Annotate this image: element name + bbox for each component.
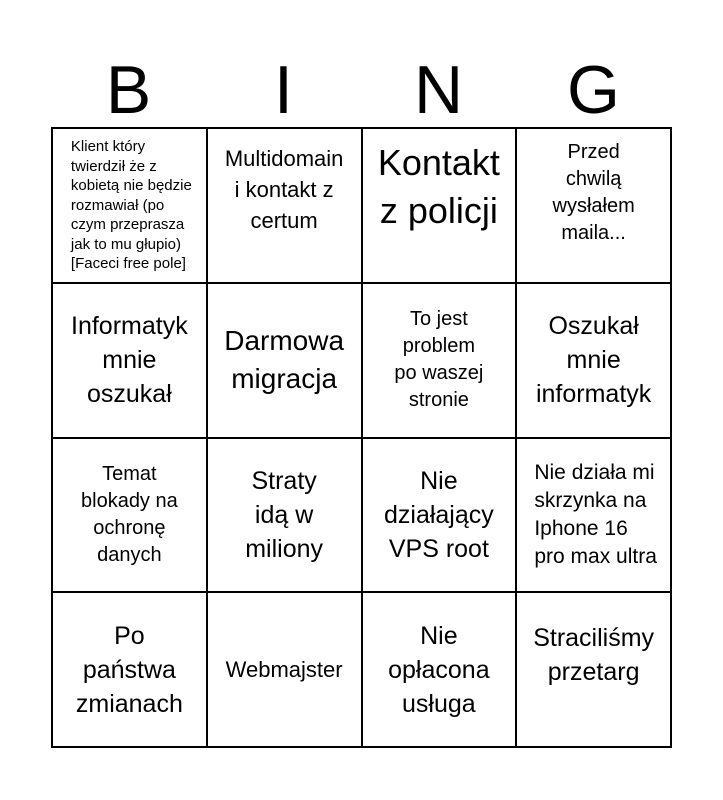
bingo-grid (51, 127, 672, 748)
bingo-cell[interactable] (53, 284, 208, 439)
bingo-cell[interactable] (363, 439, 518, 594)
bingo-cell-text: Nie działający VPS root (383, 466, 494, 563)
bingo-cell[interactable] (517, 439, 672, 594)
bingo-cell-text: Temat blokady na ochronę danych (81, 462, 178, 566)
bingo-cell[interactable] (517, 284, 672, 439)
bingo-cell[interactable] (517, 129, 672, 284)
header-letter-g: G (567, 52, 620, 128)
bingo-cell[interactable] (208, 284, 363, 439)
bingo-cell-text: Po państwa zmianach (75, 621, 183, 718)
bingo-cell-text: To jest problem po waszej stronie (394, 308, 484, 412)
bingo-cell-text: Klient który twierdził że z kobietą nie będzie rozmawiał (po czym przeprasza jak to mu głupio) [Faceci free pole] (70, 138, 192, 272)
header-letter-i: I (274, 52, 293, 128)
bingo-cell-text: Informatyk mnie oszukał (71, 312, 188, 409)
bingo-cell[interactable] (53, 129, 208, 284)
bingo-header (51, 52, 671, 128)
bingo-cell-text: Multidomain i kontakt z certum (224, 146, 344, 233)
bingo-cell-text: Oszukał mnie informatyk (535, 312, 652, 409)
bingo-cell-text: Przed chwilą wysłałem maila... (552, 141, 635, 244)
header-letter-b: B (105, 52, 152, 128)
bingo-cell[interactable] (363, 129, 518, 284)
bingo-cell-text: Straty idą w miliony (245, 466, 324, 563)
bingo-cell[interactable] (208, 439, 363, 594)
bingo-cell[interactable] (53, 593, 208, 748)
bingo-cell-text: Webmajster (225, 656, 343, 682)
bingo-cell-text: Darmowa migracja (224, 325, 345, 395)
header-letter-n: N (413, 52, 464, 128)
bingo-cell[interactable] (363, 593, 518, 748)
bingo-cell-text: Kontakt z policji (377, 142, 500, 231)
bingo-cell[interactable] (363, 284, 518, 439)
bingo-cell-text: Nie opłacona usługa (388, 621, 490, 718)
bingo-cell[interactable] (53, 439, 208, 594)
bingo-cell[interactable] (517, 593, 672, 748)
bingo-cell[interactable] (208, 129, 363, 284)
bingo-cell-text: Nie działa mi skrzynka na Iphone 16 pro max ultra (534, 460, 657, 568)
bingo-cell[interactable] (208, 593, 363, 748)
bingo-cell-text: Straciliśmy przetarg (533, 624, 655, 687)
